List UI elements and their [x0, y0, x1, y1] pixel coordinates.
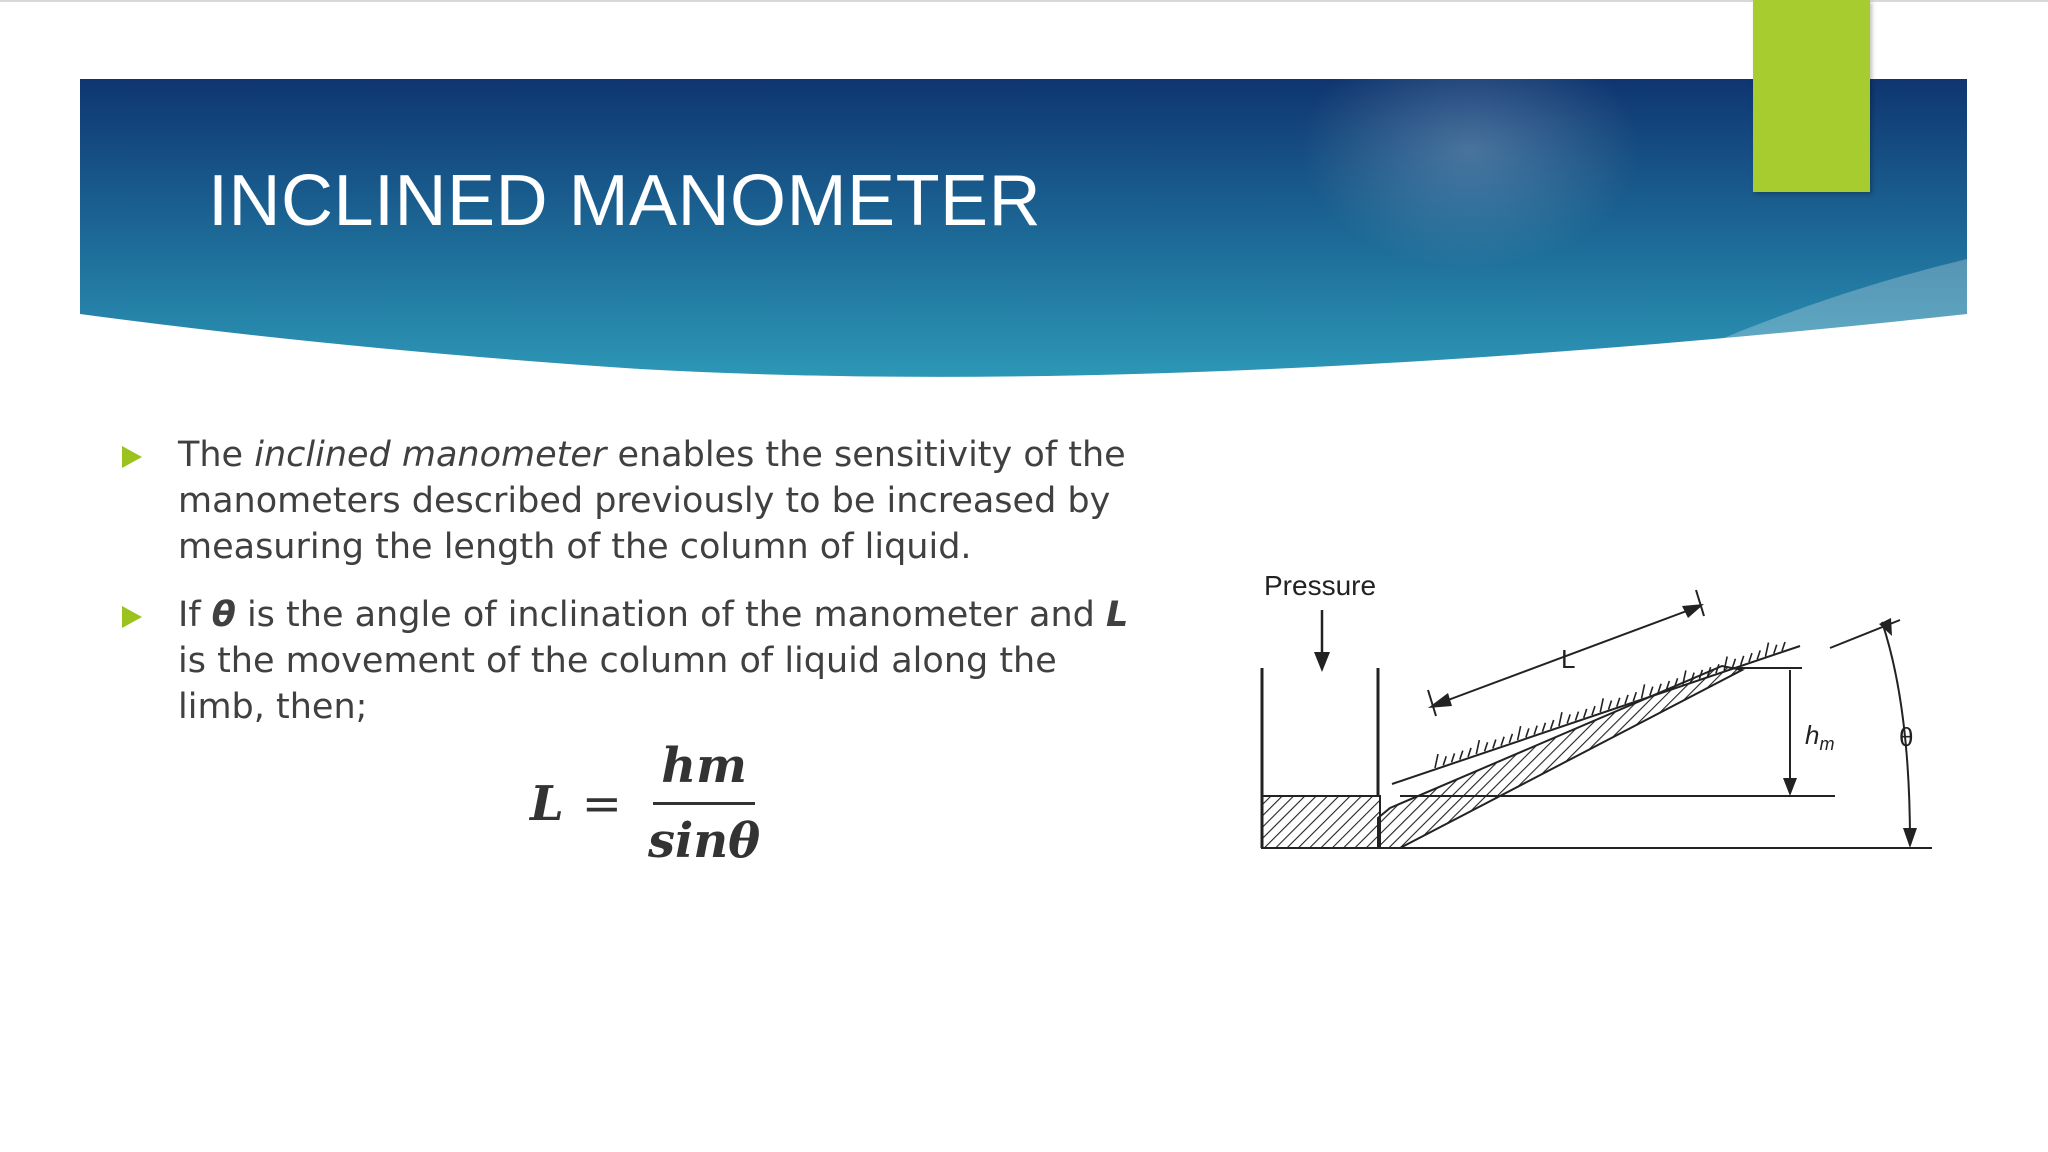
- scale-tick: [1501, 737, 1504, 746]
- scale-tick: [1633, 692, 1636, 701]
- scale-tick: [1452, 753, 1455, 762]
- bullet-item: [120, 592, 1140, 730]
- top-border: [0, 0, 2048, 2]
- scale-tick: [1617, 698, 1620, 707]
- accent-tab: [1753, 0, 1870, 192]
- height-letter: h: [1805, 720, 1820, 750]
- scale-tick: [1443, 756, 1446, 765]
- scale-tick: [1584, 709, 1587, 718]
- scale-tick: [1493, 740, 1496, 749]
- bullet-text: enables the sensitivity of the manometers described previously to be increased by measuring the length of the column of liquid.: [178, 435, 1126, 567]
- slide-title: INCLINED MANOMETER: [208, 161, 1042, 241]
- scale-tick: [1774, 645, 1777, 654]
- scale-tick: [1741, 656, 1744, 665]
- scale-ticks: [1435, 642, 1785, 768]
- scale-tick: [1559, 712, 1562, 726]
- scale-tick: [1542, 723, 1545, 732]
- bullet-item: [120, 432, 1140, 570]
- scale-tick: [1526, 728, 1529, 737]
- formula-numerator: hm: [653, 738, 755, 805]
- scale-tick: [1592, 706, 1595, 715]
- bullet-emphasis: inclined manometer: [254, 435, 607, 475]
- length-symbol: L: [1106, 595, 1129, 635]
- scale-tick: [1757, 650, 1760, 659]
- formula-lhs: L: [530, 775, 564, 832]
- formula-fraction: [640, 738, 768, 869]
- scale-tick: [1509, 734, 1512, 743]
- triangle-bullet-icon: [122, 446, 142, 468]
- bullet-text: is the angle of inclination of the manometer and: [235, 595, 1107, 635]
- formula: [530, 738, 768, 869]
- height-subscript: m: [1819, 734, 1835, 754]
- formula-denominator: sinθ: [647, 813, 761, 869]
- scale-tick: [1609, 701, 1612, 710]
- scale-tick: [1468, 748, 1471, 757]
- scale-tick: [1575, 712, 1578, 721]
- bullet-list: [120, 432, 1140, 730]
- scale-tick: [1567, 714, 1570, 723]
- height-dimension: [1783, 670, 1797, 796]
- scale-tick: [1650, 687, 1653, 696]
- length-label: L: [1561, 644, 1576, 674]
- scale-tick: [1534, 726, 1537, 735]
- angle-label: θ: [1899, 722, 1914, 752]
- bullet-text: is the movement of the column of liquid along the limb, then;: [178, 641, 1057, 727]
- theta-symbol: θ: [211, 595, 236, 635]
- pressure-label: Pressure: [1264, 570, 1377, 601]
- scale-tick: [1476, 740, 1479, 754]
- inclined-tube: [1378, 646, 1800, 848]
- scale-tick: [1435, 754, 1438, 768]
- scale-tick: [1485, 742, 1488, 751]
- scale-tick: [1642, 684, 1645, 698]
- bullet-text: If: [178, 595, 212, 635]
- scale-tick: [1600, 698, 1603, 712]
- scale-tick: [1732, 659, 1735, 668]
- scale-tick: [1782, 642, 1785, 651]
- manometer-diagram: [1250, 556, 1940, 866]
- scale-tick: [1551, 720, 1554, 729]
- pressure-arrow-icon: [1314, 610, 1330, 672]
- scale-tick: [1749, 653, 1752, 662]
- triangle-bullet-icon: [122, 606, 142, 628]
- scale-tick: [1625, 695, 1628, 704]
- scale-tick: [1518, 726, 1521, 740]
- scale-tick: [1765, 643, 1768, 657]
- reservoir: [1262, 668, 1380, 848]
- scale-tick: [1460, 751, 1463, 760]
- height-label: [1805, 720, 1834, 754]
- formula-equals: =: [581, 775, 622, 832]
- bullet-text: The: [178, 435, 255, 475]
